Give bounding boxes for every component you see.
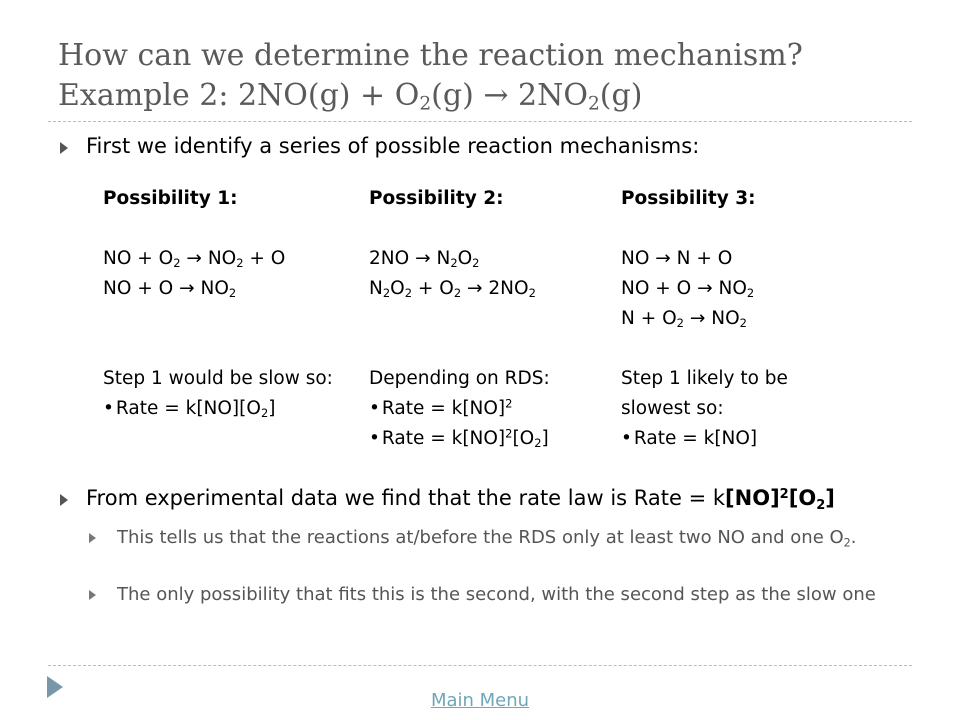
possibility-2-note: Depending on RDS: — [369, 368, 550, 389]
possibility-1-step-2: NO + $O \to NO_2$ — [103, 278, 237, 301]
sub-bullet-arrow-icon — [89, 533, 96, 543]
possibility-1-step-1: NO + $O_2 \to NO_2 + O$ — [103, 248, 286, 271]
possibility-3-heading: Possibility 3: — [621, 188, 756, 209]
bullet-arrow-icon — [60, 142, 68, 154]
sub-bullet-rds-meaning: This tells us that the reactions at/before the RDS only at least two NO and one $O_2$. — [117, 527, 857, 550]
possibility-3-note-2: slowest so: — [621, 398, 724, 419]
possibility-2-rate-b: • Rate = $k[NO]^2[O_2]$ — [369, 424, 550, 454]
sub-bullet-conclusion: The only possibility that fits this is the second, with the second step as the slow one — [117, 584, 876, 605]
possibility-2 — [369, 184, 550, 454]
possibility-1 — [103, 184, 333, 424]
bullet-experimental-rate-law: From experimental data we find that the rate law is Rate = $k[NO]^2[O_2]$ — [86, 486, 835, 513]
possibility-3-rate: • Rate = k[NO] — [621, 424, 788, 454]
possibility-2-heading: Possibility 2: — [369, 188, 504, 209]
possibility-3-note-1: Step 1 likely to be — [621, 368, 788, 389]
arrow-icon: → — [186, 248, 202, 269]
slide-title — [58, 36, 918, 116]
possibility-2-step-1: $2NO \to N_2O_2$ — [369, 248, 480, 271]
title-line-1: How can we determine the reaction mechanism? — [58, 38, 803, 73]
arrow-icon: → — [467, 278, 483, 299]
main-menu-link[interactable]: Main Menu — [430, 690, 530, 711]
possibility-3-step-2: NO + $O \to NO_2$ — [621, 278, 755, 301]
possibility-1-note: Step 1 would be slow so: — [103, 368, 333, 389]
bullet-arrow-icon — [60, 494, 68, 506]
arrow-icon: → — [655, 248, 671, 269]
possibility-3 — [621, 184, 788, 454]
bullet-identify-mechanisms: First we identify a series of possible reaction mechanisms: — [86, 134, 700, 158]
possibility-1-heading: Possibility 1: — [103, 188, 238, 209]
arrow-icon: → — [697, 278, 713, 299]
arrow-icon: → — [689, 308, 706, 329]
footer-divider — [48, 665, 912, 666]
arrow-icon: → — [415, 248, 431, 269]
possibility-3-step-1: NO → N + O — [621, 248, 733, 269]
possibility-2-rate-a: • Rate = k[NO]$^2$ — [369, 394, 550, 424]
possibility-3-step-3: $N + O_2 \to NO_2$ — [621, 308, 747, 331]
arrow-icon: → — [483, 78, 509, 113]
possibility-1-rate: • Rate = $k[NO][O_2]$ — [103, 394, 333, 424]
arrow-icon: → — [179, 278, 195, 299]
title-line-2: Example 2: $2NO(g) + O_2(g) \to 2NO_2(g)$ — [58, 78, 643, 115]
sub-bullet-arrow-icon — [89, 590, 96, 600]
title-divider — [48, 121, 912, 122]
possibility-2-step-2: $N_2O_2 + O_2 \to 2NO_2$ — [369, 278, 536, 301]
